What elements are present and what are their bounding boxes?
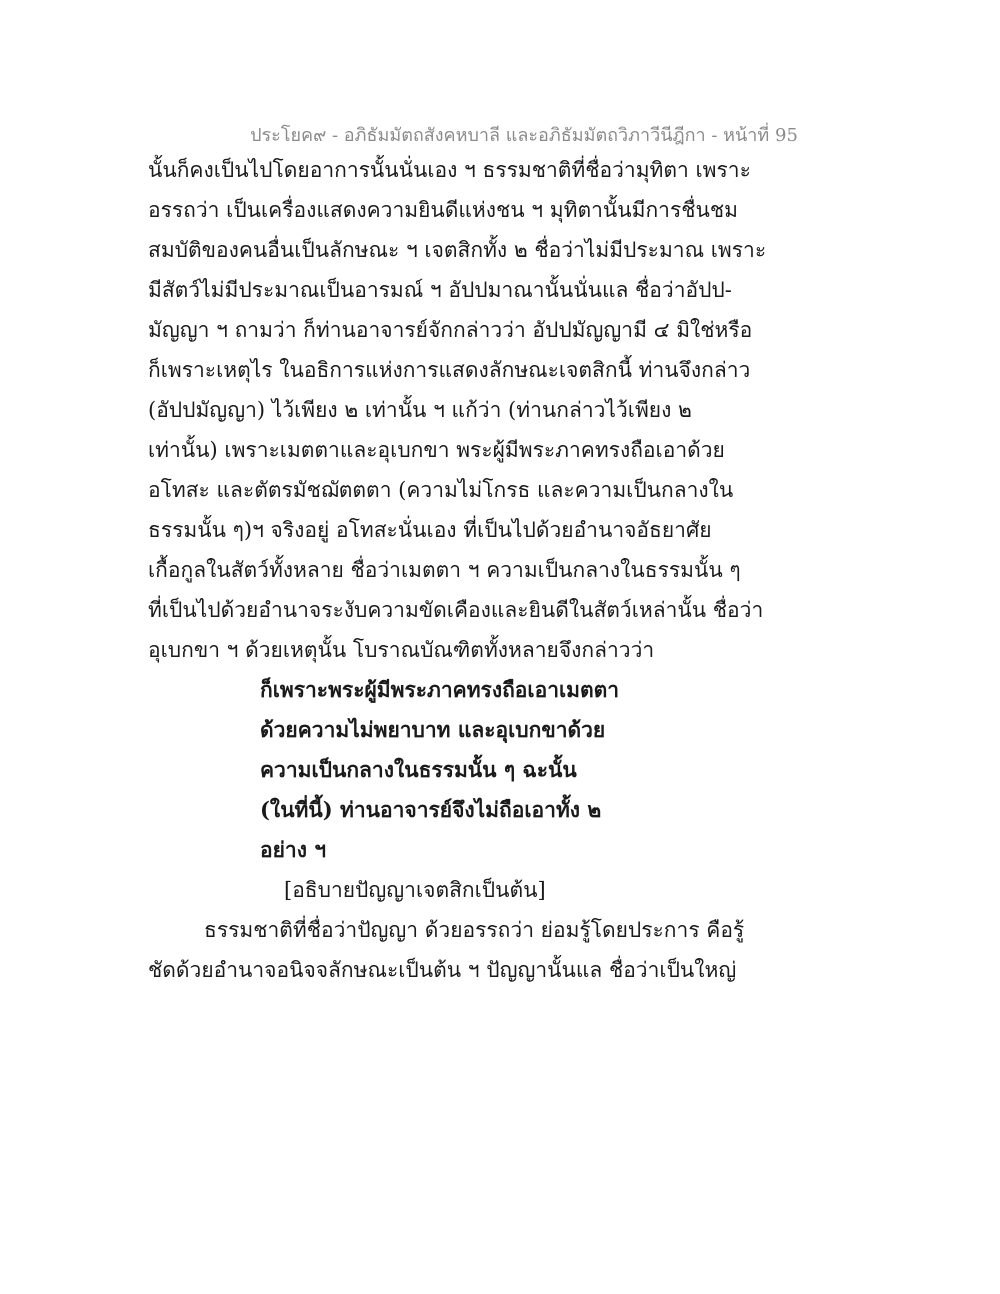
paragraph-1-line: นั้นก็คงเป็นไปโดยอาการนั้นนั่นเอง ฯ ธรรมชาติที่ชื่อว่ามุทิตา เพราะ <box>148 158 751 182</box>
verse-line: ความเป็นกลางในธรรมนั้น ๆ ฉะนั้น <box>260 757 577 782</box>
paragraph-1-line: มัญญา ฯ ถามว่า ก็ท่านอาจารย์จักกล่าวว่า อัปปมัญญามี ๔ มิใช่หรือ <box>148 318 753 342</box>
running-header: ประโยค๙ - อภิธัมมัตถสังคหบาลี และอภิธัมมัตถวิภาวีนีฎีกา - หน้าที่ 95 <box>250 125 798 146</box>
paragraph-1-line: มีสัตว์ไม่มีประมาณเป็นอารมณ์ ฯ อัปปมาณานั้นนั่นแล ชื่อว่าอัปป- <box>148 278 732 302</box>
paragraph-1-line: สมบัติของคนอื่นเป็นลักษณะ ฯ เจตสิกทั้ง ๒ ชื่อว่าไม่มีประมาณ เพราะ <box>148 238 767 262</box>
verse-line: ด้วยความไม่พยาบาท และอุเบกขาด้วย <box>260 717 606 742</box>
paragraph-1-line: เกื้อกูลในสัตว์ทั้งหลาย ชื่อว่าเมตตา ฯ ความเป็นกลางในธรรมนั้น ๆ <box>148 558 741 582</box>
paragraph-1-line: อโทสะ และตัตรมัชฌัตตตา (ความไม่โกรธ และความเป็นกลางใน <box>148 478 734 502</box>
paragraph-1-line: เท่านั้น) เพราะเมตตาและอุเบกขา พระผู้มีพระภาคทรงถือเอาด้วย <box>148 438 725 462</box>
body-text <box>148 150 868 990</box>
paragraph-1-line: ธรรมนั้น ๆ)ฯ จริงอยู่ อโทสะนั่นเอง ที่เป็นไปด้วยอำนาจอัธยาศัย <box>148 518 712 542</box>
paragraph-2-line: ธรรมชาติที่ชื่อว่าปัญญา ด้วยอรรถว่า ย่อมรู้โดยประการ คือรู้ <box>204 918 745 942</box>
paragraph-1-line: (อัปปมัญญา) ไว้เพียง ๒ เท่านั้น ฯ แก้ว่า (ท่านกล่าวไว้เพียง ๒ <box>148 398 692 422</box>
section-heading: [อธิบายปัญญาเจตสิกเป็นต้น] <box>284 878 546 902</box>
paragraph-1-line: ก็เพราะเหตุไร ในอธิการแห่งการแสดงลักษณะเจตสิกนี้ ท่านจึงกล่าว <box>148 358 751 382</box>
verse-line: อย่าง ฯ <box>260 837 327 862</box>
paragraph-1-line: อรรถว่า เป็นเครื่องแสดงความยินดีแห่งชน ฯ มุทิตานั้นมีการชื่นชม <box>148 198 738 222</box>
verse-line: (ในที่นี้) ท่านอาจารย์จึงไม่ถือเอาทั้ง ๒ <box>260 797 602 822</box>
verse-line: ก็เพราะพระผู้มีพระภาคทรงถือเอาเมตตา <box>260 677 620 702</box>
paragraph-1-line: อุเบกขา ฯ ด้วยเหตุนั้น โบราณบัณฑิตทั้งหลายจึงกล่าวว่า <box>148 638 655 662</box>
paragraph-1-line: ที่เป็นไปด้วยอำนาจระงับความขัดเคืองและยินดีในสัตว์เหล่านั้น ชื่อว่า <box>148 598 764 622</box>
paragraph-2-line: ชัดด้วยอำนาจอนิจจลักษณะเป็นต้น ฯ ปัญญานั้นแล ชื่อว่าเป็นใหญ่ <box>148 958 737 982</box>
